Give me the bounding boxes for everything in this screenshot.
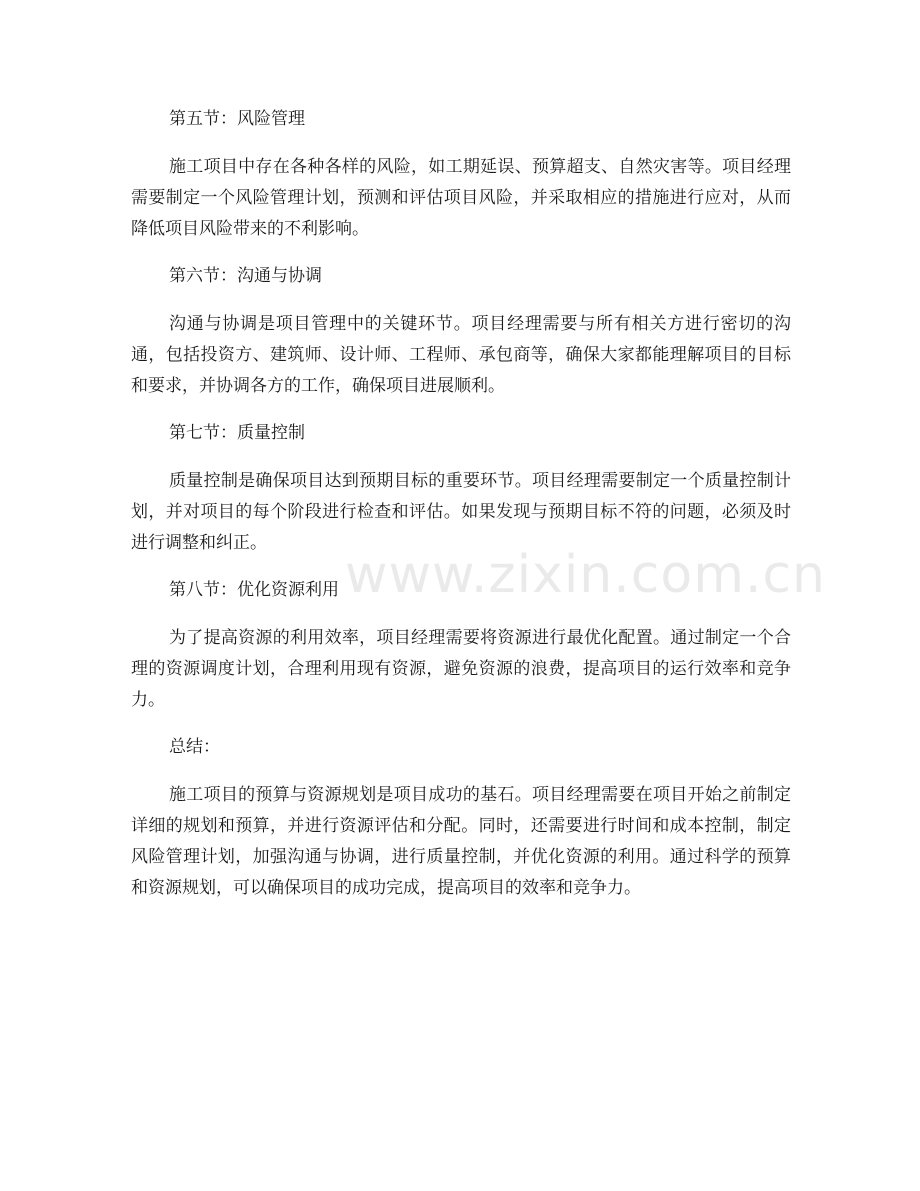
section-heading-7: 第七节：质量控制 [169, 423, 305, 443]
watermark: www.zixin.com.cn [345, 545, 826, 605]
section-paragraph-5: 施工项目中存在各种各样的风险，如工期延误、预算超支、自然灾害等。项目经理需要制定一个风险管理计划，预测和评估项目风险，并采取相应的措施进行应对，从而降低项目风险带来的不利影响。 [131, 157, 791, 239]
summary-heading: 总结： [169, 737, 220, 757]
section-heading-5: 第五节：风险管理 [169, 109, 305, 129]
section-paragraph-7: 质量控制是确保项目达到预期目标的重要环节。项目经理需要制定一个质量控制计划，并对项目的每个阶段进行检查和评估。如果发现与预期目标不符的问题，必须及时进行调整和纠正。 [131, 471, 791, 553]
summary-paragraph: 施工项目的预算与资源规划是项目成功的基石。项目经理需要在项目开始之前制定详细的规划和预算，并进行资源评估和分配。同时，还需要进行时间和成本控制，制定风险管理计划，加强沟通与协调，进行质量控制，并优化资源的利用。通过科学的预算和资源规划，可以确保项目的成功完成，提高项目的效率和竞争力。 [131, 785, 791, 898]
section-heading-8: 第八节：优化资源利用 [169, 580, 339, 600]
section-heading-6: 第六节：沟通与协调 [169, 266, 322, 286]
section-paragraph-6: 沟通与协调是项目管理中的关键环节。项目经理需要与所有相关方进行密切的沟通，包括投资方、建筑师、设计师、工程师、承包商等，确保大家都能理解项目的目标和要求，并协调各方的工作，确保项目进展顺利。 [131, 314, 791, 396]
section-paragraph-8: 为了提高资源的利用效率，项目经理需要将资源进行最优化配置。通过制定一个合理的资源调度计划，合理利用现有资源，避免资源的浪费，提高项目的运行效率和竞争力。 [131, 628, 791, 710]
document-body [131, 104, 791, 904]
